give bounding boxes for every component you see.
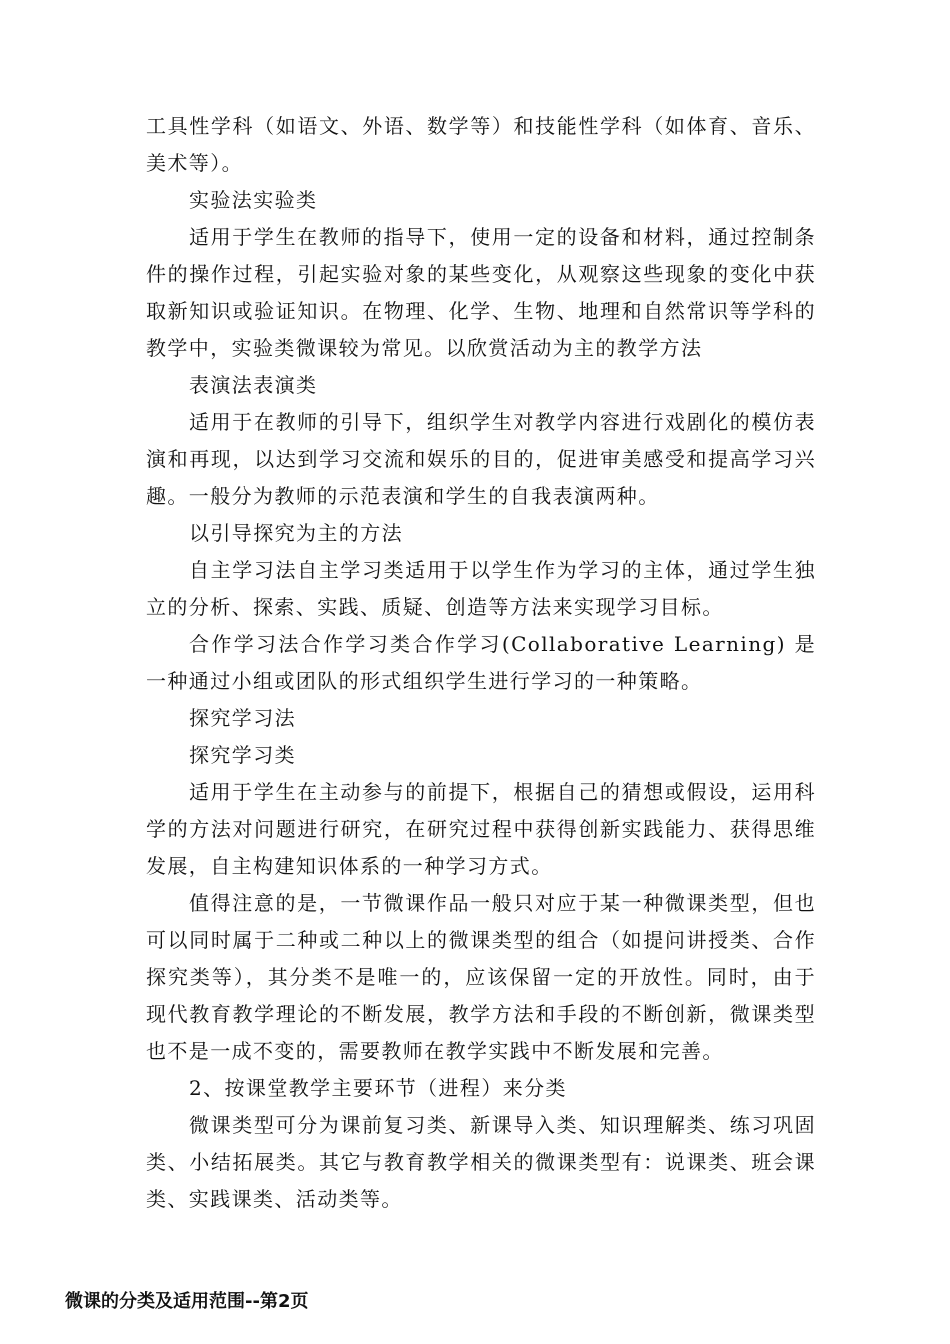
heading-performance-method: 表演法表演类 xyxy=(189,373,318,397)
heading-inquiry-type: 探究学习类 xyxy=(189,743,296,767)
paragraph-experiment: 适用于学生在教师的指导下，使用一定的设备和材料，通过控制条件的操作过程，引起实验对象的某些变化，从观察这些现象的变化中获取新知识或验证知识。在物理、化学、生物、地理和自然常识等学科的教学中，实验类微课较为常见。以欣赏活动为主的教学方法 xyxy=(146,225,816,360)
paragraph-inquiry: 适用于学生在主动参与的前提下，根据自己的猜想或假设，运用科学的方法对问题进行研究，在研究过程中获得创新实践能力、获得思维发展，自主构建知识体系的一种学习方式。 xyxy=(146,780,816,878)
heading-inquiry-method: 探究学习法 xyxy=(189,706,296,730)
heading-experiment-method: 实验法实验类 xyxy=(189,188,318,212)
paragraph-classroom-stages: 微课类型可分为课前复习类、新课导入类、知识理解类、练习巩固类、小结拓展类。其它与教育教学相关的微课类型有：说课类、班会课类、实践课类、活动类等。 xyxy=(146,1113,816,1211)
paragraph-self-study: 自主学习法自主学习类适用于以学生作为学习的主体，通过学生独立的分析、探索、实践、质疑、创造等方法来实现学习目标。 xyxy=(146,558,816,619)
paragraph-note: 值得注意的是，一节微课作品一般只对应于某一种微课类型，但也可以同时属于二种或二种以上的微课类型的组合（如提问讲授类、合作探究类等），其分类不是唯一的，应该保留一定的开放性。同时，由于现代教育教学理论的不断发展，教学方法和手段的不断创新，微课类型也不是一成不变的，需要教师在教学实践中不断发展和完善。 xyxy=(146,891,816,1063)
document-body xyxy=(146,108,816,1218)
page-footer: 微课的分类及适用范围--第2页 xyxy=(65,1291,309,1312)
heading-guided-inquiry: 以引导探究为主的方法 xyxy=(189,521,403,545)
paragraph-cooperative: 合作学习法合作学习类合作学习(Collaborative Learning) 是一种通过小组或团队的形式组织学生进行学习的一种策略。 xyxy=(146,632,816,693)
paragraph-performance: 适用于在教师的引导下，组织学生对教学内容进行戏剧化的模仿表演和再现，以达到学习交流和娱乐的目的，促进审美感受和提高学习兴趣。一般分为教师的示范表演和学生的自我表演两种。 xyxy=(146,410,816,508)
heading-classroom-stages: 2、按课堂教学主要环节（进程）来分类 xyxy=(189,1076,567,1100)
paragraph-continuation: 工具性学科（如语文、外语、数学等）和技能性学科（如体育、音乐、美术等）。 xyxy=(146,114,816,175)
